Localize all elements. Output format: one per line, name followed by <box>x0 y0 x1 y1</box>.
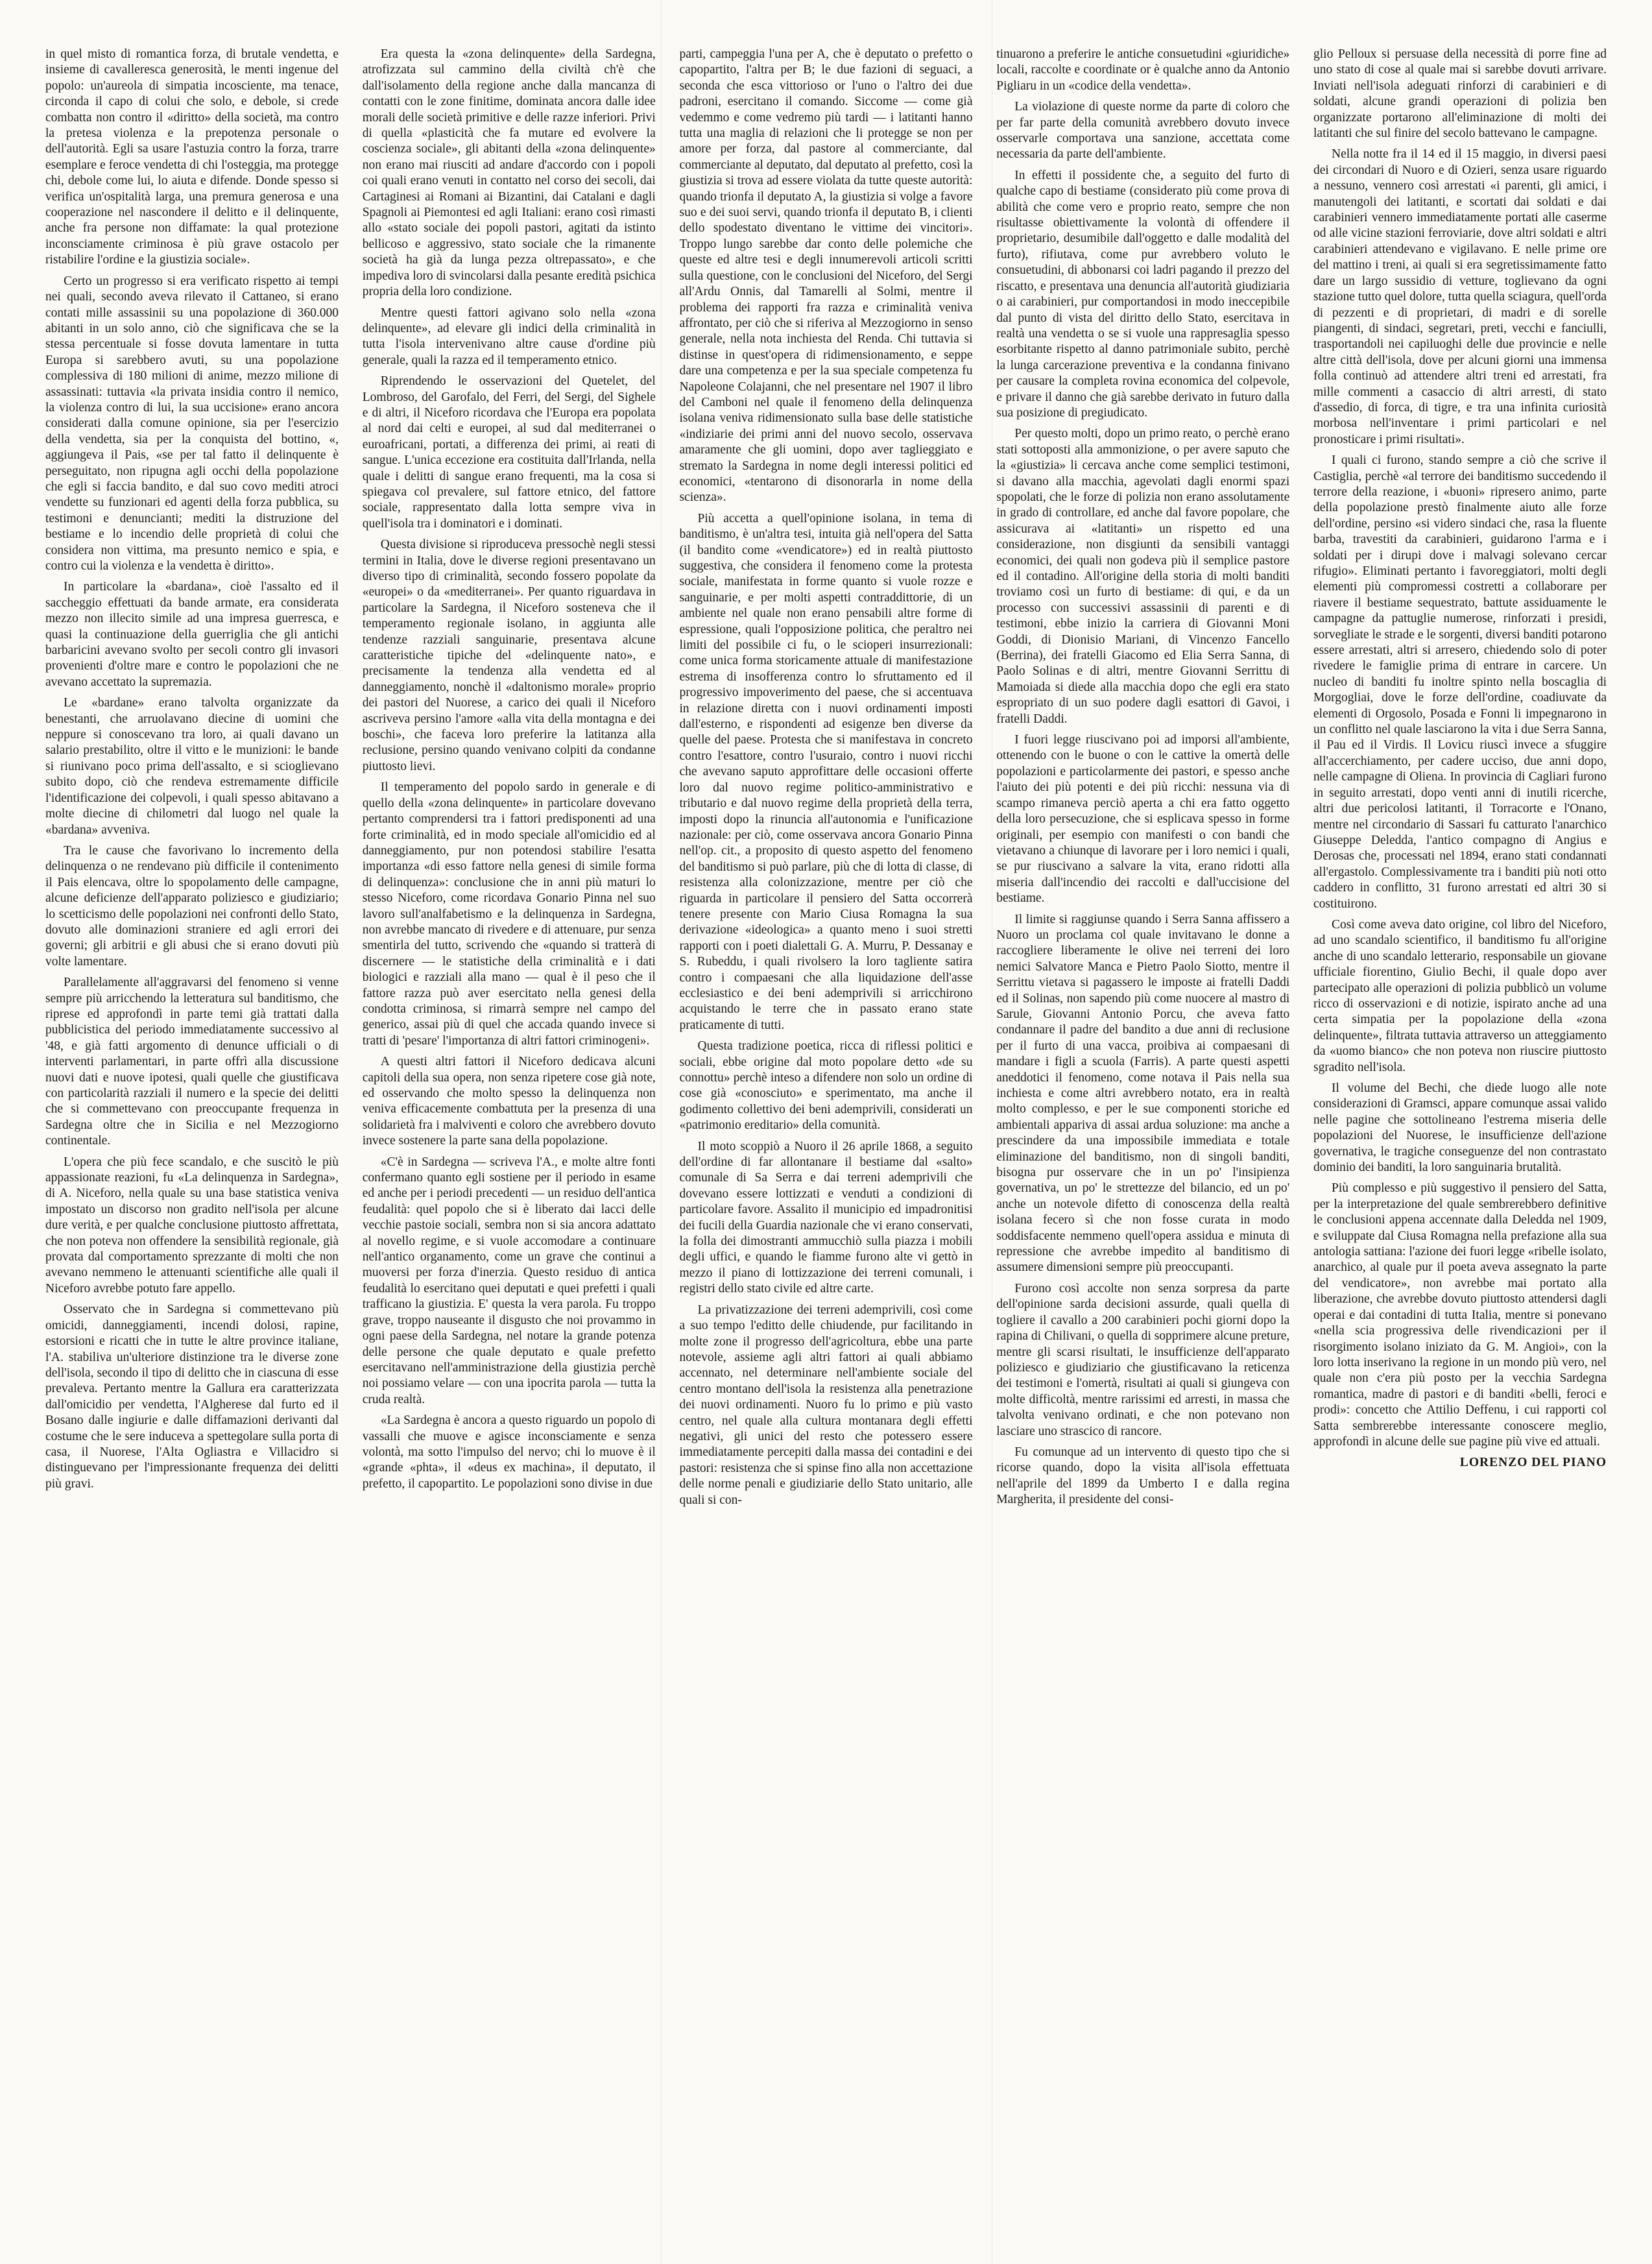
article-paragraph: Parallelamente all'aggravarsi del fenomeno si venne sempre più arricchendo la letteratura sul banditismo, che riprese ed approfondì in parte temi già trattati dalla pubblicistica del periodo immediatamente successivo al '48, e già fatti argomento di denunce ufficiali o di interventi parlamentari, in parte offrì alla discussione nuovi dati e nuove ipotesi, quali quelle che giustificava con particolarità razziali il numero e la specie dei delitti che si commettevano con preoccupante frequenza in Sardegna oltre che in Sicilia e nel Mezzogiorno continentale. <box>45 976 339 1148</box>
article-paragraph: Le «bardane» erano talvolta organizzate da benestanti, che arruolavano diecine di uomini che neppure si conoscevano tra loro, ai quali davano un salario prestabilito, oltre il vitto e le munizioni: le bande si riunivano poco prima dell'assalto, e si scioglievano subito dopo, ciò che rendeva estremamente difficile l'identificazione dei colpevoli, i quali spesso abitavano a molte diecine di chilometri dal luogo nel quale la «bardana» avveniva. <box>45 696 339 837</box>
article-paragraph: Riprendendo le osservazioni del Quetelet, del Lombroso, del Garofalo, del Ferri, del Sergi, del Sighele e di altri, il Niceforo ricordava che l'Europa era popolata al nord dai celti e europei, al sud dal mediterranei o euroafricani, portati, a differenza dei primi, ai reati di sangue. L'unica eccezione era costituita dall'Irlanda, nella quale i delitti di sangue erano frequenti, ma la cosa si spiegava col prevalere, sul fattore etnico, del fattore sociale, rappresentato dalla lotta sempre viva in quell'isola tra i dominatori e i dominati. <box>362 374 656 531</box>
article-paragraph: La violazione di queste norme da parte di coloro che per far parte della comunità avrebbero dovuto invece osservarle comportava una sanzione, accettata come necessaria da parte dell'ambiente. <box>996 100 1290 162</box>
article-paragraph: I fuori legge riuscivano poi ad imporsi all'ambiente, ottenendo con le buone o con le cattive la omertà delle popolazioni e particolarmente dei pastori, e spesso anche l'aiuto dei più potenti e dei più ricchi: nessuna via di scampo rimaneva perciò aperta a chi era fatto oggetto della loro persecuzione, che si esplicava spesso in forme originali, per esempio con manifesti o con bandi che vietavano a chiunque di lavorare per i loro nemici i quali, se pur riuscivano a salvare la vita, erano ridotti alla miseria dall'incendio dei raccolti e dall'uccisione del bestiame. <box>996 733 1290 906</box>
article-paragraph: Tra le cause che favorivano lo incremento della delinquenza o ne rendevano più difficile il contenimento il Pais elencava, oltre lo spopolamento delle campagne, alcune deficienze dell'apparato poliziesco e giudiziario; lo scetticismo delle popolazioni nei confronti dello Stato, dovuto alle dominazioni straniere ed agli errori dei governi; gli arbitrii e gli abusi che si erano dovuti più volte lamentare. <box>45 843 339 969</box>
column-3 <box>680 47 973 2219</box>
article-columns <box>45 47 1607 2219</box>
article-paragraph: Per questo molti, dopo un primo reato, o perchè erano stati sottoposti alla ammonizione, o per avere saputo che la «giustizia» li cercava anche come semplici testimoni, si davano alla macchia, agevolati dagli enormi spazi spopolati, che le forze di polizia non erano assolutamente in grado di controllare, ed anche dal favore popolare, che assicurava ai «latitanti» un rispetto ed una considerazione, non disgiunti da sensibili vantaggi economici, dei quali non godeva più il semplice pastore ed il contadino. All'origine della storia di molti banditi troviamo così un furto di bestiame: di qui, e da un processo con successivi assassinii di parenti e di testimoni, ebbe inizio la carriera di Giovanni Moni Goddi, di Dionisio Mariani, di Vincenzo Fancello (Berrina), dei fratelli Giacomo ed Elia Serra Sanna, di Paolo Solinas e di altri, mentre Giovanni Serrittu di Mamoiada si diede alla macchia dopo che egli era stato espropriato di un suo podere dagli esattori di Gavoi, i fratelli Daddi. <box>996 427 1290 726</box>
article-paragraph: parti, campeggia l'una per A, che è deputato o prefetto o capopartito, l'altra per B; le due fazioni di seguaci, a seconda che esca vittorioso or l'uno o l'altro dei due padroni, esercitano il comando. Siccome — come già vedemmo e come vedremo più tardi — i latitanti hanno tutta una maglia di relazioni che li protegge se non per amore per forza, dal pastore al commerciante, dal commerciante al deputato, dal deputato al prefetto, così la giustizia si trova ad essere violata da tutte queste autorità: quando trionfa il deputato A, la giustizia si volge a favore suo e dei suoi servi, quando trionfa il deputato B, i clienti dello spodestato diventano le vittime dei vincitori». Troppo lungo sarebbe dar conto delle polemiche che queste ed altre tesi e degli innumerevoli articoli scritti sulla questione, con le conclusioni del Niceforo, del Sergi all'Ardu Onnis, dal Tamarelli al Solmi, mentre il problema dei rapporti fra razza e criminalità veniva affrontato, per ciò che si riferiva al Mezzogiorno in senso generale, nella nota inchiesta del Renda. Chi tuttavia si distinse in quest'opera di ridimensionamento, e seppe dare una competenza e per la sua speciale competenza fu Napoleone Colajanni, che nel presentare nel 1907 il libro del Camboni nel quale il fenomeno della delinquenza isolana veniva ridimensionato sulla base delle statistiche «indiziarie dei primi anni del nuovo secolo, osservava amaramente che gli uomini, dopo aver taglieggiato e stremato la Sardegna in nome degli interessi politici ed economici, «tentarono di disonorarla in nome della scienza». <box>679 47 973 505</box>
article-paragraph: glio Pelloux si persuase della necessità di porre fine ad uno stato di cose al quale mai si sarebbe dovuti arrivare. Inviati nell'isola adeguati rinforzi di carabinieri e di soldati, alcune grandi operazioni di polizia ben organizzate portarono all'eliminazione di molti dei latitanti che sul finire del secolo battevano le campagne. <box>1313 47 1607 141</box>
paper-fold <box>660 0 662 2264</box>
article-paragraph: In effetti il possidente che, a seguito del furto di qualche capo di bestiame (considerato più come prova di abilità che come vero e proprio reato, sempre che non risultasse obiettivamente la volontà di offendere il proprietario, desumibile dall'oggetto e dalle modalità del furto), rifiutava, come pur avrebbero voluto le consuetudini, di abbonarsi coi ladri pagando il prezzo del riscatto, e presentava una denuncia all'autorità giudiziaria o ai carabinieri, pur comportandosi in modo ineccepibile dal punto di vista del diritto dello Stato, esercitava in realtà una vendetta o se si vuole una rappresaglia spesso esorbitante rispetto al danno patrimoniale subito, perchè la lunga carcerazione preventiva e la condanna finivano per causare la completa rovina economica del colpevole, e privare il danno che già sarebbe derivato in futuro dalla sua posizione di pregiudicato. <box>996 168 1290 420</box>
article-paragraph: Certo un progresso si era verificato rispetto ai tempi nei quali, secondo aveva rilevato il Cattaneo, si erano contati mille assassinii su una popolazione di 360.000 abitanti in un solo anno, ciò che significava che se la stessa percentuale si fosse dovuta lamentare in tutta Europa si sarebbero avuti, su una popolazione complessiva di 180 milioni di anime, mezzo milione di assassinati: tuttavia «la privata insidia contro il nemico, la violenza contro di lui, la sua uccisione» erano ancora considerati dalla comune opinione, sia per l'esercizio della vendetta, sia per la conquista del bottino, «, aggiungeva il Pais, «se per tal fatto il delinquente è perseguitato, non ripugna agli occhi della popolazione che egli si faccia bandito, e dal suo covo mediti atroci vendette su funzionari ed agenti della forza pubblica, su testimoni e denuncianti; mediti la distruzione del bestiame e lo incendio delle proprietà di colui che considera non vittima, ma presunto nemico e spia, e contro cui la violenza e la vendetta è diritto». <box>45 274 339 573</box>
column-4 <box>996 47 1289 2219</box>
article-paragraph: «C'è in Sardegna — scriveva l'A., e molte altre fonti confermano quanto egli sostiene per il periodo in esame ed anche per i periodi precedenti — un residuo dell'antica feudalità: quel popolo che si è liberato dai lacci delle vecchie pastoie sociali, sembra non si sia ancora adattato al novello regime, e si vuole accomodare a continuare nell'antico organamento, come un grave che continui a muoversi per forza d'inerzia. Questo residuo di antica feudalità lo esercitano quei deputati e quei prefetti i quali trafficano la giustizia. E' questa la vera parola. Fu troppo grave, troppo nauseante il disgusto che noi provammo in ogni paese della Sardegna, nel notare la grande potenza delle persone che quale deputato e quale prefetto esercitavano nell'amministrazione della giustizia perchè noi possiamo velare — con una ipocrita parola — tutta la cruda realtà. <box>362 1155 656 1406</box>
article-paragraph: Il moto scoppiò a Nuoro il 26 aprile 1868, a seguito dell'ordine di far allontanare il bestiame dal «salto» comunale di Sa Serra e dai terreni ademprivili che dovevano essere lottizzati e venduti a condizioni di particolare favore. Assalito il municipio ed impadronitisi dei fucili della Guardia nazionale che vi erano conservati, la folla dei dimostranti ammucchiò sulla piazza i mobili degli uffici, e quando le fiamme furono alte vi gettò in mezzo il piano di lottizzazione dei terreni comunali, i registri dello stato civile ed altre carte. <box>679 1139 973 1296</box>
article-paragraph: La privatizzazione dei terreni ademprivili, così come a suo tempo l'editto delle chiudende, pur facilitando in molte zone il progresso dell'agricoltura, ebbe una parte notevole, assieme agli altri fattori ai quali abbiamo accennato, nel determinare nell'ambiente sociale del centro montano dell'isola la resistenza alla penetrazione dei nuovi ordinamenti. Nuoro fu lo primo e più vasto centro, nel quale alla cultura montanara degli effetti negativi, gli unici del resto che potessero essere immediatamente percepiti dalla massa dei contadini e dei pastori: resistenza che si spinse fino alla non accettazione delle norme penali e giudiziarie dello Stato unitario, alle quali si con- <box>679 1303 973 1507</box>
paper-fold <box>991 0 993 2264</box>
article-paragraph: A questi altri fattori il Niceforo dedicava alcuni capitoli della sua opera, non senza ripetere cose già note, ed osservando che molto spesso la delinquenza non veniva efficacemente combattuta per la presenza di una solidarietà fra i malviventi e coloro che avrebbero dovuto invece sostenere la parte sana della popolazione. <box>362 1055 656 1148</box>
article-paragraph: «La Sardegna è ancora a questo riguardo un popolo di vassalli che muove e agisce inconsciamente e senza volontà, ma sotto l'impulso del nervo; chi lo muove è il «grande «phta», il «deus ex machina», il deputato, il prefetto, il capopartito. Le popolazioni sono divise in due <box>362 1414 656 1491</box>
column-1 <box>45 47 339 2219</box>
article-paragraph: Furono così accolte non senza sorpresa da parte dell'opinione sarda decisioni assurde, quali quella di togliere il cavallo a 200 carabinieri pochi giorni dopo la rapina di Chilivani, o quella di sopprimere alcune preture, mentre gli scarsi risultati, le insufficienze dell'apparato poliziesco e giudiziario che giustificavano la reticenza dei testimoni e l'omertà, risultati ai quali si giungeva con molte difficoltà, mentre rarissimi ed arresti, in massa che talvolta venivano ordinati, e che non potevano non lasciare uno strascico di rancore. <box>996 1281 1290 1438</box>
article-paragraph: tinuarono a preferire le antiche consuetudini «giuridiche» locali, raccolte e coordinate or è qualche anno da Antonio Pigliaru in un «codice della vendetta». <box>996 47 1290 93</box>
article-paragraph: Il limite si raggiunse quando i Serra Sanna affissero a Nuoro un proclama col quale invitavano le donne a raccogliere liberamente le olive nei terreni dei loro nemici Salvatore Manca e Pietro Paolo Siotto, mentre il Serrittu vietava si pagassero le imposte ai fratelli Daddi ed il Solinas, non sapendo più come nuocere al mastro di Sarule, Giovanni Antonio Porcu, che aveva fatto condannare il padre del bandito a due anni di reclusione per il furto di una vacca, proibiva ai compaesani di mandare i figli a scuola (Farris). A parte questi aspetti aneddotici il fenomeno, come notava il Pais nella sua inchiesta e come altri avrebbero notato, era in realtà molto complesso, e per le sue componenti storiche ed ambientali appariva di assai ardua soluzione: ma anche a prescindere da una impossibile immediata e totale eliminazione del banditismo, non di singoli banditi, bisogna pur osservare che in un po' l'insipienza governativa, un po' le strettezze del bilancio, ed un po' anche un notevole difetto di conoscenza della realtà isolana fecero sì che non fosse curata in modo soddisfacente nemmeno quell'opera assidua e minuta di repressione che avrebbe impedito al banditismo di assumere dimensioni sempre più preoccupanti. <box>996 912 1290 1275</box>
author-signature: LORENZO DEL PIANO <box>1459 1456 1607 1470</box>
article-paragraph: Più complesso e più suggestivo il pensiero del Satta, per la interpretazione del quale sembrerebbero definitive le conclusioni appena accennate dalla Deledda nel 1909, e sviluppate dal Ciusa Romagna nella prefazione alla sua antologia sattiana: l'azione dei fuori legge «ribelle isolato, anarchico, al quale pur il poeta aveva assegnato la parte del vendicatore», non avrebbe mai portato alla liberazione, che avrebbe dovuto piuttosto attendersi dagli operai e dai contadini di tutta Italia, mentre si ponevano «nella scia progressiva delle rivendicazioni per il risorgimento isolano iniziato da G. M. Angioi», con la loro lotta inserivano la regione in un mondo più vero, nel quale non c'era più posto per la vecchia Sardegna romantica, madre di pastori e di banditi «belli, feroci e prodi»: concetto che Attilio Deffenu, i cui rapporti col Satta sembrerebbe interessante conoscere meglio, approfondì in alcune delle sue pagine più vive ed attuali. <box>1313 1181 1607 1449</box>
article-paragraph: Il temperamento del popolo sardo in generale e di quello della «zona delinquente» in particolare dovevano pertanto comprendersi tra i fattori predisponenti ad una forte criminalità, ed in modo speciale all'omicidio ed al danneggiamento, pur non potendosi stabilire l'esatta importanza «di esso fattore nella genesi di simile forma di delinquenza»: conclusione che in anni più maturi lo stesso Niceforo, come ricordava Gonario Pinna nel suo lavoro sull'analfabetismo e la delinquenza in Sardegna, non avrebbe mancato di rivedere e di attenuare, pur senza smentirla del tutto, scrivendo che «quando si tratterà di discernere — le statistiche della criminalità e i dati biologici e razziali alla mano — qual è il peso che il fattore razza può aver esercitato nella genesi della condotta criminosa, si rimarrà sempre nel campo del generico, assai più di quel che accada quando invece si tratti di 'pesare' l'importanza di altri fattori criminogeni». <box>362 780 656 1048</box>
column-2 <box>363 47 656 2219</box>
article-paragraph: In particolare la «bardana», cioè l'assalto ed il saccheggio effettuati da bande armate, era considerata mezzo non illecito simile ad una impresa guerresca, e quasi la continuazione della guerriglia che gli antichi barbaricini avevano svolto per secoli contro gli invasori provenienti d'oltre mare e contro le popolazioni che ne avevano accettato la supremazia. <box>45 580 339 689</box>
article-paragraph: in quel misto di romantica forza, di brutale vendetta, e insieme di cavalleresca generosità, le menti ingenue del popolo: un'aureola di simpatia incosciente, ma tenace, circonda il capo di colui che solo, e debole, si crede combatta non contro il «diritto» della società, ma contro la pretesa violenza e la prepotenza personale o dell'autorità. Egli sa usare l'astuzia contro la forza, trarre esemplare e feroce vendetta di chi l'osteggia, ma protegge chi, debole come lui, lo aiuta e difende. Donde spesso si verifica un'ospitalità larga, una premura generosa e una cooperazione nel nascondere il delitto e il delinquente, anche fra persone non diffamate: la qual protezione inconsciamente criminosa è più grave ostacolo per ristabilire l'ordine e la giustizia sociale». <box>45 47 339 267</box>
article-paragraph: Fu comunque ad un intervento di questo tipo che si ricorse quando, dopo la visita all'isola effettuata nell'aprile del 1899 da Umberto I e dalla regina Margherita, il presidente del consi- <box>996 1445 1290 1507</box>
article-paragraph: Mentre questi fattori agivano solo nella «zona delinquente», ad elevare gli indici della criminalità in tutta l'isola intervenivano altre cause d'ordine più generale, quali la razza ed il temperamento etnico. <box>362 306 656 367</box>
article-paragraph: Più accetta a quell'opinione isolana, in tema di banditismo, è un'altra tesi, intuita già nell'opera del Satta (il bandito come «vendicatore») ed in realtà piuttosto suggestiva, che considera il fenomeno come la protesta sociale, manifestata in forme quanto si vuole rozze e sanguinarie, e per molti aspetti contraddittorie, di un ambiente nel quale non erano pensabili altre forme di espressione, quali l'opposizione politica, che peraltro nei limiti del possibile ci fu, o le scioperi insurrezionali: come unica forma storicamente attuale di manifestazione estrema di insofferenza contro lo sfruttamento ed il progressivo impoverimento del paese, che si accentuava in relazione diretta con i nuovi ordinamenti imposti dall'esterno, e rispondenti ad esigenze ben diverse da quelle del paese. Protesta che si manifestava in concreto contro l'esattore, contro l'usuraio, contro i nuovi ricchi che avevano saputo approfittare delle occasioni offerte loro dal nuovo regime politico-amministrativo e tributario e dal nuovo regime della proprietà della terra, imposti dopo la rinuncia all'autonomia e l'unificazione nazionale: per ciò, come osservava ancora Gonario Pinna nell'op. cit., a proposito di questo aspetto del fenomeno del banditismo si può parlare, più che di lotta di classe, di resistenza alla colonizzazione, mentre per ciò che riguarda in particolare il pensiero del Satta occorrerà tenere presente con Mario Ciusa Romagna la sua derivazione «ideologica» a quanto meno i suoi stretti rapporti con i poeti dialettali G. A. Murru, P. Dessanay e S. Rubeddu, i quali rivolsero la loro tagliente satira contro i compaesani che alla liquidazione dell'asse ecclesiastico e dei beni ademprivili si arricchirono acquistando le terre che in passato erano state praticamente di tutti. <box>679 511 973 1032</box>
article-paragraph: L'opera che più fece scandalo, e che suscitò le più appassionate reazioni, fu «La delinquenza in Sardegna», di A. Niceforo, nella quale su una base statistica veniva impostato un discorso non gradito nell'isola per alcune dure verità, e per qualche conclusione piuttosto affrettata, che non poteva non offendere la sensibilità regionale, già provata dal comportamento sprezzante di molti che non avevano nemmeno le attenuanti scientifiche alle quali il Niceforo avrebbe potuto fare appello. <box>45 1155 339 1295</box>
article-paragraph: Questa tradizione poetica, ricca di riflessi politici e sociali, ebbe origine dal moto popolare detto «de su connottu» perchè inteso a difendere non solo un ordine di cose già «conosciuto» e sperimentato, ma anche il godimento collettivo dei beni ademprivili, considerati un «patrimonio ereditario» della comunità. <box>679 1039 973 1133</box>
article-paragraph: Il volume del Bechi, che diede luogo alle note considerazioni di Gramsci, appare comunque assai valido nelle pagine che sottolineano l'estrema miseria delle popolazioni del Nuorese, le insufficienze dell'azione governativa, le tragiche conseguenze del non contrastato dominio dei banditi, la loro sanguinaria brutalità. <box>1313 1081 1607 1175</box>
article-paragraph: Era questa la «zona delinquente» della Sardegna, atrofizzata sul cammino della civiltà ch'è che dall'isolamento della regione anche dalla mancanza di contatti con le zone finitime, dominata ancora dalle idee morali delle società primitive e delle razze inferiori. Privi di quella «plasticità che fa mutare ed evolvere la coscienza sociale», gli abitanti della «zona delinquente» non erano mai riusciti ad andare d'accordo con i popoli coi quali erano venuti in contatto nel corso dei secoli, dai Cartaginesi ai Romani ai Bizantini, dai Catalani e dagli Spagnoli ai Piemontesi ed agli Italiani: erano così rimasti allo «stato sociale dei popoli pastori, agitati da istinto bellicoso e aggressivo, stato sociale che la rimanente società ha già da lunga pezza oltrepassato», e che impediva loro di svincolarsi dalla pesante eredità psichica propria della loro condizione. <box>362 47 656 299</box>
article-paragraph: Questa divisione si riproduceva pressochè negli stessi termini in Italia, dove le diverse regioni presentavano un diverso tipo di criminalità, secondo fossero popolate da «europei» o da «mediterranei». Per quanto riguardava in particolare la Sardegna, il Niceforo sosteneva che il temperamento regionale isolano, in aggiunta alle tendenze razziali sanguinarie, presentava alcune caratteristiche tipiche del «delinquente nato», e precisamente la tendenza alla vendetta ed al danneggiamento, nonchè il «daltonismo morale» proprio dei pastori del Nuorese, a carico dei quali il Niceforo ascriveva persino l'amore «alla vita della montagna e dei boschi», che faceva loro preferire la latitanza alla reclusione, persino quando venivano colpiti da condanne piuttosto lievi. <box>362 538 656 773</box>
article-paragraph: Osservato che in Sardegna si commettevano più omicidi, danneggiamenti, incendi dolosi, rapine, estorsioni e ricatti che in tutte le altre province italiane, l'A. stabiliva un'ulteriore distinzione tra le diverse zone dell'isola, secondo il tipo di delitto che in ciascuna di esse prevaleva. Pertanto mentre la Gallura era caratterizzata dall'omicidio per vendetta, l'Algherese dal furto ed il Bosano dalle ingiurie e dalle diffamazioni derivanti dal costume che le sere induceva a spettegolare sulla porta di casa, il Nuorese, l'Alta Ogliastra e Villacidro si distinguevano per l'impressionante frequenza dei delitti più gravi. <box>45 1303 339 1491</box>
column-5 <box>1313 47 1607 2219</box>
article-paragraph: Così come aveva dato origine, col libro del Niceforo, ad uno scandalo scientifico, il banditismo fu all'origine anche di uno scandalo letterario, responsabile un giovane ufficiale fiorentino, Giulio Bechi, il quale dopo aver partecipato alle operazioni di polizia pubblicò un volume ricco di osservazioni e di notizie, ispirato anche ad una certa simpatia per la popolazione della «zona delinquente», filtrata tuttavia attraverso un atteggiamento da «uomo bianco» che non poteva non riuscire piuttosto sgradito nell'isola. <box>1313 917 1607 1074</box>
article-paragraph: I quali ci furono, stando sempre a ciò che scrive il Castiglia, perchè «al terrore dei banditismo succedendo il terrore della reazione, i «buoni» ripresero animo, parte della popolazione prestò finalmente aiuto alle forze dell'ordine, persino «si videro sindaci che, rasa la fluente barba, travestiti da carabinieri, guidarono l'arma e i soldati per i dirupi dove i malvagi solevano cercar rifugio». Eliminati pertanto i favoreggiatori, molti degli elementi più compromessi costretti a collaborare per riavere il bestiame sequestrato, battute assiduamente le campagne da pattuglie numerose, rinforzati i presidi, sorvegliate le strade e le sorgenti, diversi banditi potarono essere arrestati, altri si arresero, chiedendo solo di poter rivedere le famiglie prima di entrare in carcere. Un nucleo di banditi fu inoltre spinto nella boscaglia di Morgogliai, dove le forze dell'ordine, coadiuvate da elementi di Orgosolo, Posada e Fonni li impegnarono in un conflitto nel quale lasciarono la vita i due Serra Sanna, il Pau ed il Virdis. Il Lovicu riuscì invece a sfuggire all'accerchiamento, per cadere ucciso, due anni dopo, nelle campagne di Oliena. In provincia di Cagliari furono in seguito arrestati, dopo venti anni di inutili ricerche, altri due pericolosi latitanti, il Torracorte e l'Onano, mentre nel circondario di Sassari fu catturato l'anarchico Giuseppe Deledda, l'antico compagno di Angius e Derosas che, processati nel 1894, erano stati condannati all'ergastolo. Complessivamente tra i banditi più noti otto caddero in conflitto, 31 furono arrestati ed altri 30 si costituirono. <box>1313 453 1607 911</box>
article-paragraph: Nella notte fra il 14 ed il 15 maggio, in diversi paesi dei circondari di Nuoro e di Ozieri, senza usare riguardo a nessuno, vennero così arrestati «i parenti, gli amici, i manutengoli dei latitanti, e scortati dai soldati e dai carabinieri vennero immediatamente portati alle caserme od alle vicine stazioni ferroviarie, dove altri soldati e altri carabinieri attendevano e vigilavano. E nelle prime ore del mattino i treni, ai quali si era segretissimamente fatto dare un largo sussidio di vetture, toglievano da ogni stazione tutto quel dolore, tutta quella sciagura, quell'orda di pezzenti e di proprietari, di madri e di sorelle piangenti, di sindaci, segretari, preti, vecchi e fanciulli, trasportandoli nei capiluoghi delle due provincie e nelle altre città dell'isola, dove per alcuni giorni una immensa folla continuò ad attendere altri treni ed arrestati, fra mille commenti a casaccio di altri arresti, di stato d'assedio, di forca, di tigre, e tra una infinita curiosità morbosa nell'inventare i primi particolari e nel pronosticare i primi risultati». <box>1313 147 1607 446</box>
